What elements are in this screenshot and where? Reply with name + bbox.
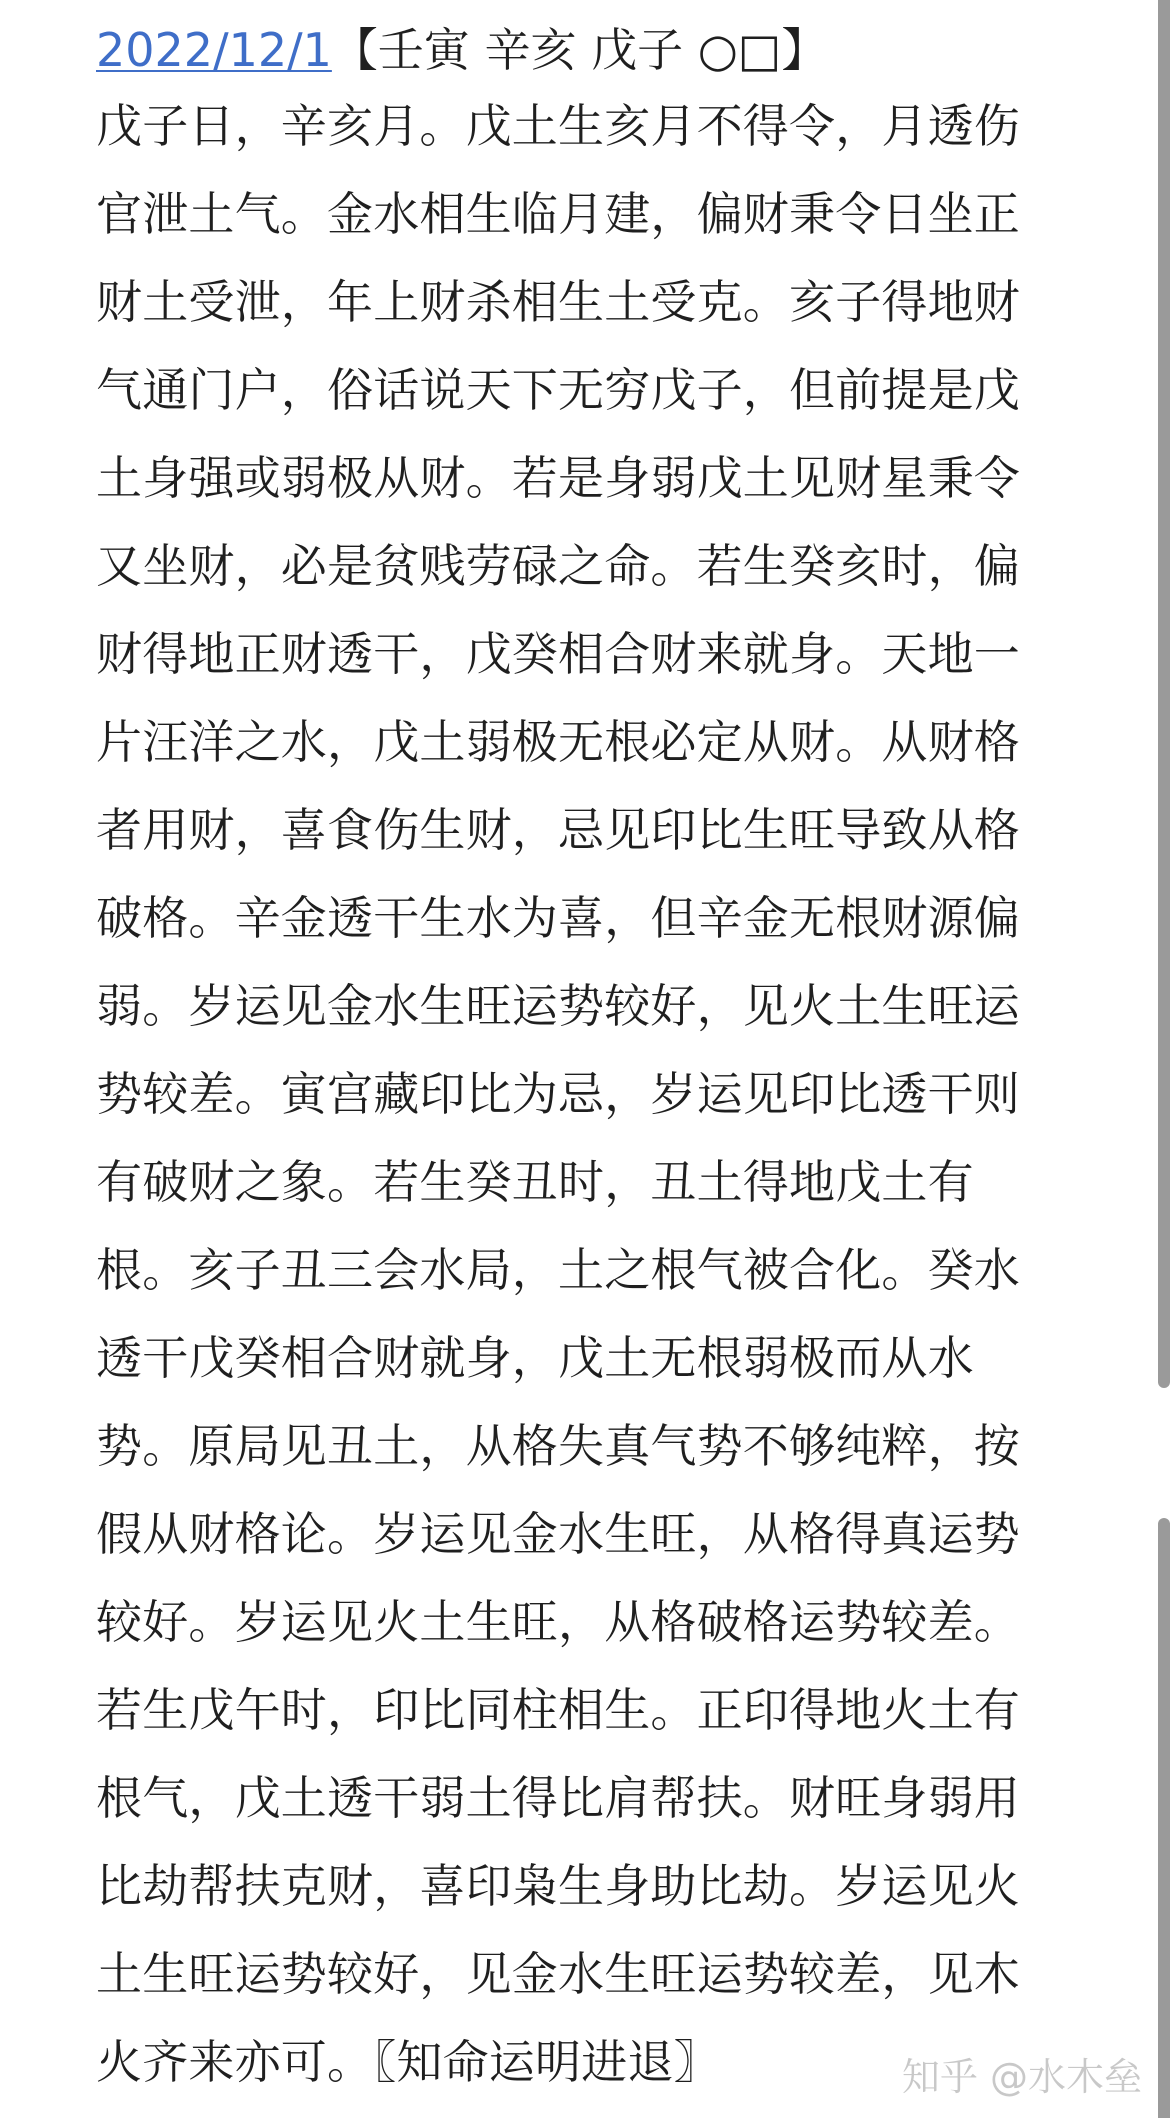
text-line: 若生戊午时，印比同柱相生。正印得地火土有 (96, 1683, 1020, 1737)
text-line: 又坐财，必是贫贱劳碌之命。若生癸亥时，偏 (96, 539, 1020, 593)
text-line: 弱。岁运见金水生旺运势较好，见火土生旺运 (96, 979, 1020, 1033)
scrollbar-thumb[interactable] (1158, 1518, 1170, 2118)
text-line: 根气，戊土透干弱土得比肩帮扶。财旺身弱用 (96, 1771, 1020, 1825)
text-line: 财土受泄，年上财杀相生土受克。亥子得地财 (96, 275, 1020, 329)
text-line: 官泄土气。金水相生临月建，偏财秉令日坐正 (96, 187, 1020, 241)
text-line: 根。亥子丑三会水局，土之根气被合化。癸水 (96, 1243, 1020, 1297)
article-header (96, 18, 1056, 82)
text-line: 比劫帮扶克财，喜印枭生身助比劫。岁运见火 (96, 1859, 1020, 1913)
text-line: 势。原局见丑土，从格失真气势不够纯粹，按 (96, 1419, 1020, 1473)
text-line: 较好。岁运见火土生旺，从格破格运势较差。 (96, 1595, 1020, 1649)
scrollbar-track-upper[interactable] (1158, 0, 1170, 1388)
text-line: 气通门户，俗话说天下无穷戊子，但前提是戊 (96, 363, 1020, 417)
date-link[interactable]: 2022/12/1 (96, 23, 332, 77)
text-line: 火齐来亦可。〖知命运明进退〗 (96, 2035, 720, 2089)
text-line: 土生旺运势较好，见金水生旺运势较差，见木 (96, 1947, 1020, 2001)
text-line: 戊子日，辛亥月。戊土生亥月不得令，月透伤 (96, 99, 1020, 153)
text-line: 财得地正财透干，戊癸相合财来就身。天地一 (96, 627, 1020, 681)
text-line: 有破财之象。若生癸丑时，丑土得地戊土有 (96, 1155, 974, 1209)
text-line: 者用财，喜食伤生财，忌见印比生旺导致从格 (96, 803, 1020, 857)
text-line: 片汪洋之水，戊土弱极无根必定从财。从财格 (96, 715, 1020, 769)
text-line: 势较差。寅宫藏印比为忌，岁运见印比透干则 (96, 1067, 1020, 1121)
text-line: 透干戊癸相合财就身，戊土无根弱极而从水 (96, 1331, 974, 1385)
article-body (96, 82, 1056, 2106)
watermark: 知乎 @水木垒 (901, 2055, 1142, 2099)
text-line: 土身强或弱极从财。若是身弱戊土见财星秉令 (96, 451, 1020, 505)
text-line: 破格。辛金透干生水为喜，但辛金无根财源偏 (96, 891, 1020, 945)
text-line: 假从财格论。岁运见金水生旺，从格得真运势 (96, 1507, 1020, 1561)
article-container (96, 18, 1056, 2106)
pillars-text: 【壬寅 辛亥 戊子 ○□】 (331, 23, 828, 77)
